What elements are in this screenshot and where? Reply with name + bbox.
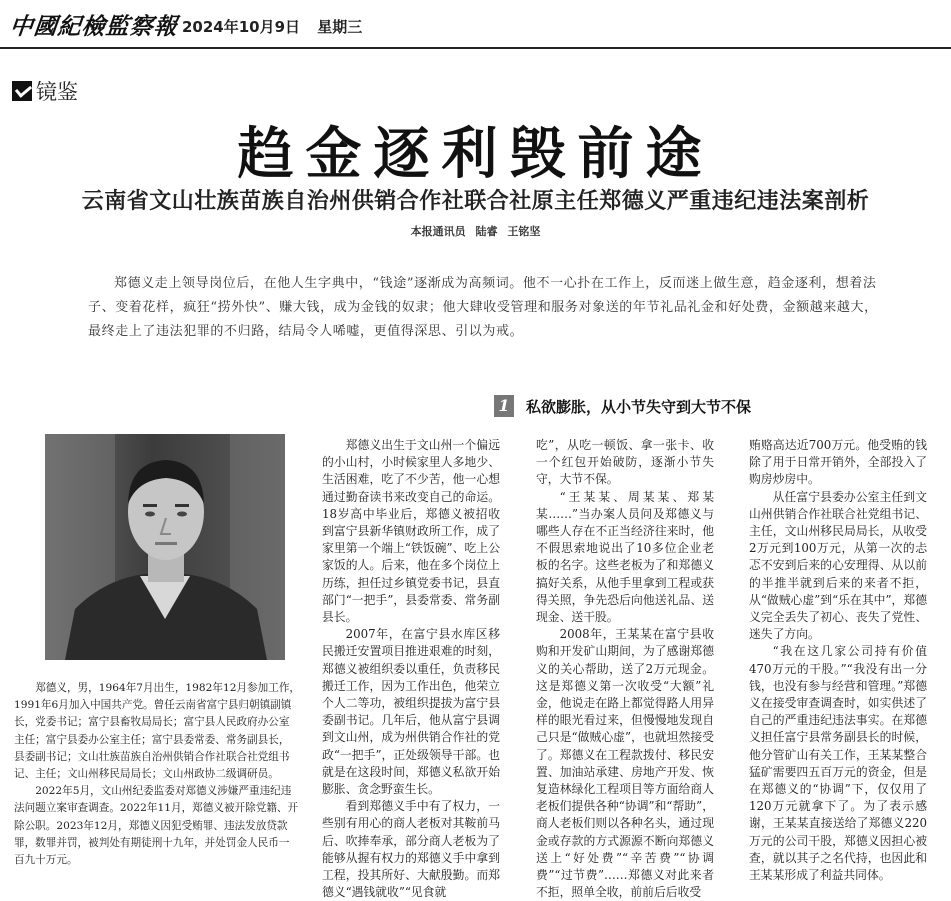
masthead-rule: [0, 47, 951, 49]
byline-author: 王铭坚: [507, 225, 541, 238]
masthead: [0, 0, 951, 52]
portrait-silhouette: [45, 434, 285, 660]
column-mark-icon: [12, 81, 32, 101]
headline: 趋金逐利毁前途: [237, 121, 714, 187]
byline-role: 本报通讯员: [410, 225, 466, 238]
weekday-text: 星期三: [317, 18, 363, 36]
section-heading: [494, 395, 751, 417]
body-paragraph: 看到郑德义手中有了权力，一些别有用心的商人老板对其鞍前马后、吹捧奉承，部分商人老板为了能够从握有权力的郑德义手中拿到工程，投其所好、大献殷勤。而郑德义“遇钱就收”“见食就: [322, 799, 500, 900]
section-title: 私欲膨胀，从小节失守到大节不保: [526, 397, 752, 416]
section-number: 1: [494, 395, 514, 417]
body-paragraph: 郑德义出生于文山州一个偏远的小山村，小时候家里人多地少、生活困难，吃了不少苦，他一心想通过勤奋读书来改变自己的命运。18岁高中毕业后，郑德义被招收到富宁县新华镇财政所工作，成了家里第一个端上“铁饭碗”、吃上公家饭的人。后来，他在多个岗位上历练，担任过乡镇党委书记，县直部门“一把手”，县委常委、常务副县长。: [322, 438, 500, 625]
newspaper-logo: 中國紀檢監察報: [8, 13, 180, 40]
column-tag: [12, 76, 78, 106]
byline-author: 陆睿: [475, 225, 498, 238]
profile-caption: [14, 680, 300, 869]
body-paragraph: “王某某、周某某、郑某某……”当办案人员问及郑德义与哪些人存在不正当经济往来时，他不假思索地说出了10多位企业老板的名字。这些老板为了和郑德义搞好关系，从他手里拿到工程或获得关照，争先恐后向他送礼品、送现金、送干股。: [536, 489, 714, 625]
subheadline: 云南省文山壮族苗族自治州供销合作社联合社原主任郑德义严重违纪违法案剖析: [81, 188, 870, 214]
caption-paragraph: 2022年5月，文山州纪委监委对郑德义涉嫌严重违纪违法问题立案审查调查。2022年11月，郑德义被开除党籍、开除公职。2023年12月，郑德义因犯受贿罪、违法发放贷款罪，数罪并罚，被判处有期徒刑十九年，并处罚金人民币一百九十万元。: [14, 785, 299, 867]
date-text: 2024年10月9日: [182, 18, 301, 36]
caption-paragraph: 郑德义，男，1964年7月出生，1982年12月参加工作，1991年6月加入中国共产党。曾任云南省富宁县归朝镇副镇长，党委书记；富宁县畜牧局局长；富宁县人民政府办公室主任；富宁县委办公室主任；富宁县委常委、常务副县长，县委副书记；文山壮族苗族自治州供销合作社联合社党组书记、主任；文山州移民局局长；文山州政协二级调研员。: [14, 682, 301, 781]
body-paragraph: 贿赂高达近700万元。他受贿的钱除了用于日常开销外，全部投入了购房炒房中。: [749, 438, 927, 487]
body-paragraph: 从任富宁县委办公室主任到文山州供销合作社联合社党组书记、主任，文山州移民局局长，从收受2万元到100万元，从第一次的忐忑不安到后来的心安理得、从以前的半推半就到后来的来者不拒，从“做贼心虚”到“乐在其中”，郑德义完全丢失了初心、丧失了党性、迷失了方向。: [749, 489, 927, 642]
body-paragraph: 2008年，王某某在富宁县收购和开发矿山期间，为了感谢郑德义的关心帮助，送了2万元现金。这是郑德义第一次收受“大额”礼金，他说走在路上都觉得路人用异样的眼光看过来，但慢慢地发现自己只是“做贼心虚”，也就坦然接受了。郑德义在工程款拨付、移民安置、加油站承建、房地产开发、恢复造林绿化工程项目等方面给商人老板们提供各种“协调”和“帮助”，商人老板们则以各种名头，通过现金或存款的方式源源不断向郑德义送上“好处费”“辛苦费”“协调费”“过节费”……郑德义对此来者不拒，照单全收，前前后后收受: [536, 627, 714, 900]
body-column-2: [536, 437, 714, 901]
byline: [0, 223, 951, 239]
lead-paragraph: 郑德义走上领导岗位后，在他人生字典中，“钱途”逐渐成为高频词。他不一心扑在工作上，反而迷上做生意，趋金逐利，想着法子、变着花样，疯狂“捞外快”、赚大钱，成为金钱的奴隶；他大肆收受管理和服务对象送的年节礼品礼金和好处费，金额越来越大，最终走上了违法犯罪的不归路，结局令人唏嘘，更值得深思、引以为戒。: [88, 276, 878, 339]
body-column-3: [749, 437, 927, 884]
issue-date: [182, 16, 374, 37]
body-paragraph: 吃”，从吃一顿饭、拿一张卡、收一个红包开始破防，逐渐小节失守，大节不保。: [536, 438, 714, 487]
body-paragraph: “我在这几家公司持有价值470万元的干股。”“我没有出一分钱，也没有参与经营和管理。”郑德义在接受审查调查时，如实供述了自己的严重违纪违法事实。在郑德义担任富宁县常务副县长的时候，他分管矿山有关工作，王某某整合猛矿需要四五百万元的资金，但是在郑德义的“协调”下，仅仅用了120万元就拿下了。为了表示感谢，王某某直接送给了郑德义220万元的公司干股，郑德义因担心被查，就以其子之名代持，也因此和王某某形成了利益共同体。: [749, 644, 927, 883]
body-paragraph: 2007年，在富宁县水库区移民搬迁安置项目推进艰难的时刻，郑德义被组织委以重任，负责移民搬迁工作，因为工作出色，他荣立个人二等功，被组织提拔为富宁县委副书记。几年后，他从富宁县调到文山州，成为州供销合作社的党政“一把手”，正处级领导干部。也就是在这段时间，郑德义私欲开始膨胀、贪念野蛮生长。: [322, 627, 500, 797]
body-column-1: [322, 437, 500, 901]
column-label: 镜鉴: [36, 80, 78, 104]
portrait-photo: [45, 434, 285, 660]
